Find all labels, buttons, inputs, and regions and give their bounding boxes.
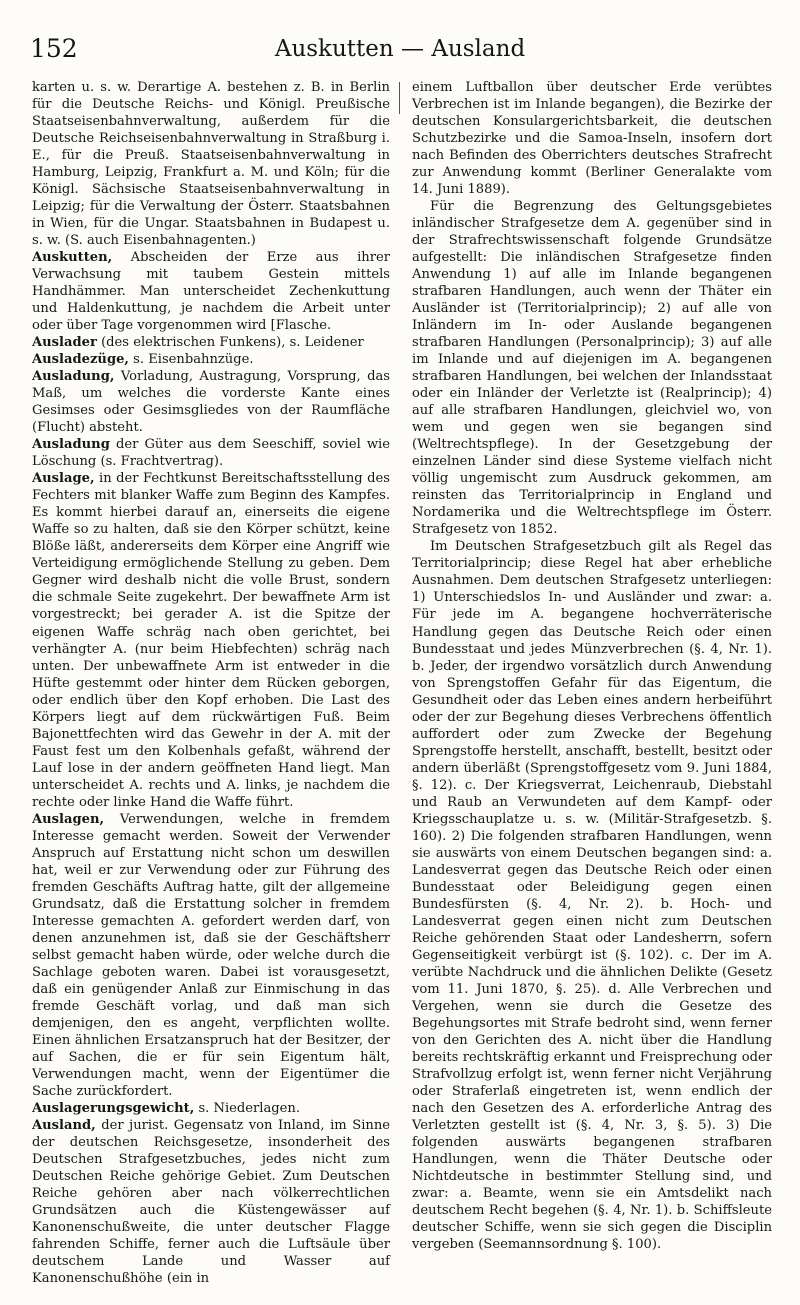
page-number: 152 xyxy=(30,34,78,63)
entry-text: in der Fechtkunst Bereitschaftsstellung des Fechters mit blanker Waffe zum Beginn des Kampfes. Es kommt hierbei darauf an, einerseits die eigene Waffe so zu halten, daß sie den Körper schützt, keine Blöße läßt, andererseits dem Körper eine Angriff wie Verteidigung ermöglichende Stellung zu geben. Dem Gegner wird deshalb nicht die volle Brust, sondern die schmale Seite zugekehrt. Der bewaffnete Arm ist vorgestreckt; bei gerader A. ist die Spitze der eigenen Waffe schräg nach oben gerichtet, bei verhängter A. (nur beim Hiebfechten) schräg nach unten. Der unbewaffnete Arm ist entweder in die Hüfte gestemmt oder hinter dem Rücken geborgen, oder endlich über den Kopf erhoben. Die Last des Körpers liegt auf dem rückwärtigen Fuß. Beim Bajonettfechten wird das Gewehr in der A. mit der Faust fest um den Kolbenhals gefaßt, während der Lauf lose in der andern geöffneten Hand liegt. Man unterscheidet A. rechts und A. links, je nachdem die rechte oder linke Hand die Waffe führt. xyxy=(32,471,390,810)
entry-headword: Auslader xyxy=(32,335,97,351)
entry-headword: Ausladung xyxy=(32,437,110,453)
entry-text: Verwendungen, welche in fremdem Interesse gemacht werden. Soweit der Verwender Anspruch auf Erstattung nicht schon um deswillen hat, weil er zur Verwendung oder zur Führung des fremden Geschäfts Auftrag hatte, gilt der allgemeine Grundsatz, daß die Erstattung solcher in fremdem Interesse gemachten A. gefordert werden darf, von denen anzunehmen ist, daß sie der Geschäftsherr selbst gemacht haben würde, oder welche durch die Sachlage geboten waren. Dabei ist vorausgesetzt, daß ein genügender Anlaß zur Einmischung in das fremde Geschäft vorlag, und daß man sich demjenigen, den es angeht, verpflichten wollte. Einen ähnlichen Ersatzanspruch hat der Besitzer, der auf Sachen, die er für sein Eigentum hält, Verwendungen macht, wenn der Eigentümer die Sache zurückfordert. xyxy=(32,811,390,1099)
entry-text: karten u. s. w. Derartige A. bestehen z. B. in Berlin für die Deutsche Reichs- und Königl. Preußische Staatseisenbahnverwaltung, außerdem für die Deutsche Reichseisenbahnverwaltung in Straßburg i. E., für die Preuß. Staatseisenbahnverwaltung in Hamburg, Leipzig, Frankfurt a. M. und Köln; für die Königl. Sächsische Staatseisenbahnverwaltung in Leipzig; für die Verwaltung der Österr. Staatsbahnen in Wien, für die Ungar. Staatsbahnen in Budapest u. s. w. (S. auch Eisenbahnagenten.) xyxy=(32,80,390,249)
entry-headword: Ausland, xyxy=(32,1117,96,1133)
dictionary-entry xyxy=(32,334,390,351)
entry-text: der jurist. Gegensatz von Inland, im Sinne der deutschen Reichsgesetze, insonderheit des Deutschen Strafgesetzbuches, jedes nicht zum Deutschen Reiche gehörige Gebiet. Zum Deutschen Reiche gehören aber nach völkerrechtlichen Grundsätzen auch die Küstengewässer auf Kanonenschußweite, die unter deutscher Flagge fahrenden Schiffe, ferner auch die Luftsäule über deutschem Lande und Wasser auf Kanonenschußhöhe (ein in xyxy=(32,1117,390,1287)
body-paragraph xyxy=(412,198,772,538)
entry-headword: Auslage, xyxy=(32,471,95,487)
dictionary-entry xyxy=(32,1100,390,1117)
entry-text: (des elektrischen Funkens), s. Leidener xyxy=(96,335,364,351)
entry-headword: Auslagen, xyxy=(32,811,105,827)
entry-text: Abscheiden der Erze aus ihrer Verwachsung mit taubem Gestein mittels Handhämmer. Man unterscheidet Zechenkuttung und Haldenkuttung, je nachdem die Arbeit unter oder über Tage vorgenommen wird [Flasche. xyxy=(32,250,390,334)
entry-text: einem Luftballon über deutscher Erde verübtes Verbrechen ist im Inlande begangen), die Bezirke der deutschen Konsulargerichtsbarkeit, die deutschen Schutzbezirke und die Samoa-Inseln, insofern dort nach Befinden des Oberrichters deutsches Strafrecht zur Anwendung kommt (Berliner Generalakte vom 14. Juni 1889). xyxy=(412,80,772,198)
entry-text: Vorladung, Austragung, Vorsprung, das Maß, um welches die vorderste Kante eines Gesimses oder Gesimsgliedes von der Raumfläche (Flucht) absteht. xyxy=(32,369,390,436)
entry-text: Für die Begrenzung des Geltungsgebietes inländischer Strafgesetze dem A. gegenüber sind in der Strafrechtswissenschaft folgende Grundsätze aufgestellt: Die inländischen Strafgesetze finden Anwendung 1) auf alle im Inlande begangenen strafbaren Handlungen, auch wenn der Thäter ein Ausländer ist (Territorialprincip); 2) auf alle von Inländern im In- oder Auslande begangenen strafbaren Handlungen (Personalprincip); 3) auf alle im Inlande und auf diejenigen im A. begangenen strafbaren Handlungen, bei welchen der Inlandsstaat oder ein Inländer der Verletzte ist (Realprincip); 4) auf alle strafbaren Handlungen, gleichviel wo, von wem und gegen wen sie begangen sind (Weltrechtspflege). In der Gesetzgebung der einzelnen Länder sind diese Systeme vielfach nicht völlig ungemischt zum Ausdruck gekommen, am reinsten das Territorialprincip in England und Nordamerika und die Weltrechtspflege im Österr. Strafgesetz von 1852. xyxy=(412,199,772,538)
column-divider xyxy=(399,82,400,114)
entry-headword: Ausladezüge, xyxy=(32,352,129,368)
dictionary-entry xyxy=(32,470,390,810)
entry-text: s. Eisenbahnzüge. xyxy=(129,352,254,368)
right-column xyxy=(412,79,772,1253)
dictionary-entry xyxy=(32,351,390,368)
entry-headword: Auslagerungsgewicht, xyxy=(32,1100,195,1116)
entry-text: der Güter aus dem Seeschiff, soviel wie Löschung (s. Frachtvertrag). xyxy=(32,437,390,470)
entry-text: s. Niederlagen. xyxy=(194,1100,301,1116)
dictionary-entry xyxy=(32,368,390,436)
entry-headword: Ausladung, xyxy=(32,369,115,385)
body-paragraph xyxy=(412,79,772,198)
running-head: Auskutten — Ausland xyxy=(274,36,526,62)
body-paragraph xyxy=(32,79,390,249)
entry-headword: Auskutten, xyxy=(32,250,113,266)
dictionary-entry xyxy=(32,436,390,470)
dictionary-entry xyxy=(32,1117,390,1287)
dictionary-entry xyxy=(32,249,390,334)
body-paragraph xyxy=(412,538,772,1253)
entry-text: Im Deutschen Strafgesetzbuch gilt als Regel das Territorialprincip; diese Regel hat aber erhebliche Ausnahmen. Dem deutschen Strafgesetz unterliegen: 1) Unterschiedslos In- und Ausländer und zwar: a. Für jede im A. begangene hochverräterische Handlung gegen das Deutsche Reich oder einen Bundesstaat und jedes Münzverbrechen (§. 4, Nr. 1). b. Jeder, der irgendwo vorsätzlich durch Anwendung von Sprengstoffen Gefahr für das Eigentum, die Gesundheit oder das Leben eines andern herbeiführt oder der zur Begehung dieses Verbrechens öffentlich auffordert oder zum Zwecke der Begehung Sprengstoffe herstellt, anschafft, bestellt, besitzt oder andern überläßt (Sprengstoffgesetz vom 9. Juni 1884, §. 12). c. Der Kriegsverrat, Leichenraub, Diebstahl und Raub an Verwundeten auf dem Kampf- oder Kriegsschauplatze u. s. w. (Militär-Strafgesetzb. §. 160). 2) Die folgenden strafbaren Handlungen, wenn sie auswärts von einem Deutschen begangen sind: a. Landesverrat gegen das Deutsche Reich oder einen Bundesstaat oder Beleidigung gegen einen Bundesfürsten (§. 4, Nr. 2). b. Hoch- und Landesverrat gegen einen nicht zum Deutschen Reiche gehörenden Staat oder Landesherrn, sofern Gegenseitigkeit verbürgt ist (§. 102). c. Der im A. verübte Nachdruck und die ähnlichen Delikte (Gesetz vom 11. Juni 1870, §. 25). d. Alle Verbrechen und Vergehen, wenn sie durch die Gesetze des Begehungsortes mit Strafe bedroht sind, wenn ferner von den Gerichten des A. nicht über die Handlung bereits rechtskräftig erkannt und Freisprechung oder Strafvollzug erfolgt ist, wenn ferner nicht Verjährung oder Straferlaß eingetreten ist, wenn endlich der nach den Gesetzen des A. erforderliche Antrag des Verletzten gestellt ist (§. 4, Nr. 3, §. 5). 3) Die folgenden auswärts begangenen strafbaren Handlungen, wenn die Thäter Deutsche oder Nichtdeutsche in bestimmter Stellung sind, und zwar: a. Beamte, wenn sie ein Amtsdelikt nach deutschem Recht begehen (§. 4, Nr. 1). b. Schiffsleute deutscher Schiffe, wenn sie sich gegen die Disciplin vergeben (Seemannsordnung §. 100). xyxy=(412,539,772,1253)
page-header xyxy=(30,34,770,66)
dictionary-entry xyxy=(32,811,390,1100)
left-column xyxy=(32,79,390,1287)
